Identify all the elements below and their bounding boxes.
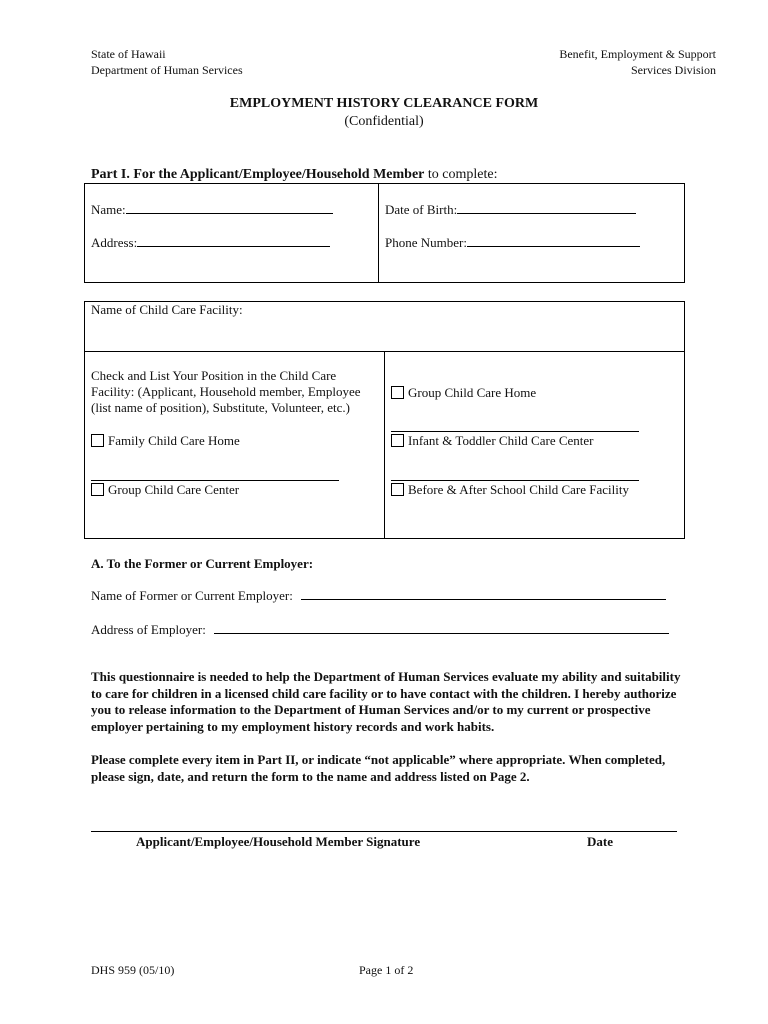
section-a-heading: A. To the Former or Current Employer:: [91, 556, 314, 571]
checkbox-family-child-care-home[interactable]: [91, 433, 240, 449]
checkbox-infant-toddler-center[interactable]: [391, 433, 594, 449]
part1-heading-rest: to complete:: [424, 167, 498, 182]
checkbox-before-after-school[interactable]: [391, 482, 629, 498]
signature-line[interactable]: [91, 831, 677, 832]
position-blank-line[interactable]: [391, 480, 639, 481]
page-number: Page 1 of 2: [359, 963, 414, 977]
checkbox-group-child-care-home[interactable]: [391, 385, 536, 401]
header-right: [559, 46, 716, 78]
form-title: EMPLOYMENT HISTORY CLEARANCE FORM: [229, 96, 539, 111]
position-instructions: Check and List Your Position in the Child Care Facility: (Applicant, Household member, Employee (list name of position), Substitute, Volunteer, etc.): [91, 368, 361, 415]
agency-department: Department of Human Services: [91, 63, 243, 77]
checkbox-icon[interactable]: [391, 483, 404, 496]
employer-name-field[interactable]: [91, 587, 666, 604]
checkbox-label: Infant & Toddler Child Care Center: [408, 433, 594, 448]
date-label: Date: [587, 834, 613, 849]
address-field[interactable]: [91, 234, 330, 251]
dob-field[interactable]: [385, 201, 636, 218]
facility-name-label[interactable]: Name of Child Care Facility:: [91, 302, 243, 317]
checkbox-label: Family Child Care Home: [108, 433, 240, 448]
checkbox-icon[interactable]: [91, 483, 104, 496]
header-left: [91, 46, 243, 78]
instructions-paragraph: Please complete every item in Part II, or indicate “not applicable” where appropriate. When completed, please sign, date, and return the form to the name and address listed on Page 2.: [91, 752, 666, 784]
part1-heading: [91, 167, 497, 183]
name-field[interactable]: [91, 201, 333, 218]
dob-label: Date of Birth:: [385, 202, 458, 217]
form-subtitle: (Confidential): [344, 114, 424, 129]
checkbox-group-child-care-center[interactable]: [91, 482, 239, 498]
signature-label: Applicant/Employee/Household Member Signature: [136, 834, 421, 849]
address-label: Address:: [91, 235, 138, 250]
checkbox-icon[interactable]: [91, 434, 104, 447]
part1-heading-bold: Part I. For the Applicant/Employee/Household Member: [91, 167, 425, 182]
employer-name-label: Name of Former or Current Employer:: [91, 588, 293, 603]
name-label: Name:: [91, 202, 126, 217]
checkbox-label: Before & After School Child Care Facility: [408, 482, 629, 497]
checkbox-label: Group Child Care Center: [108, 482, 240, 497]
division-line1: Benefit, Employment & Support: [559, 47, 716, 61]
position-blank-line[interactable]: [391, 431, 639, 432]
phone-label: Phone Number:: [385, 235, 467, 250]
checkbox-label: Group Child Care Home: [408, 385, 537, 400]
employer-address-label: Address of Employer:: [91, 622, 206, 637]
form-number: DHS 959 (05/10): [91, 963, 175, 977]
authorization-paragraph: This questionnaire is needed to help the Department of Human Services evaluate my ability and suitability to care for children in a licensed child care facility or to have contact with the children. I hereby authorize you to release information to the Department of Human Services and/or to my current or prospective employer pertaining to my employment history records and work habits.: [91, 669, 681, 734]
applicant-info-box: [84, 183, 685, 283]
checkbox-icon[interactable]: [391, 386, 404, 399]
phone-field[interactable]: [385, 234, 640, 251]
division-line2: Services Division: [631, 63, 716, 77]
checkbox-icon[interactable]: [391, 434, 404, 447]
agency-state: State of Hawaii: [91, 47, 166, 61]
employer-address-field[interactable]: [91, 621, 669, 638]
position-blank-line[interactable]: [91, 480, 339, 481]
